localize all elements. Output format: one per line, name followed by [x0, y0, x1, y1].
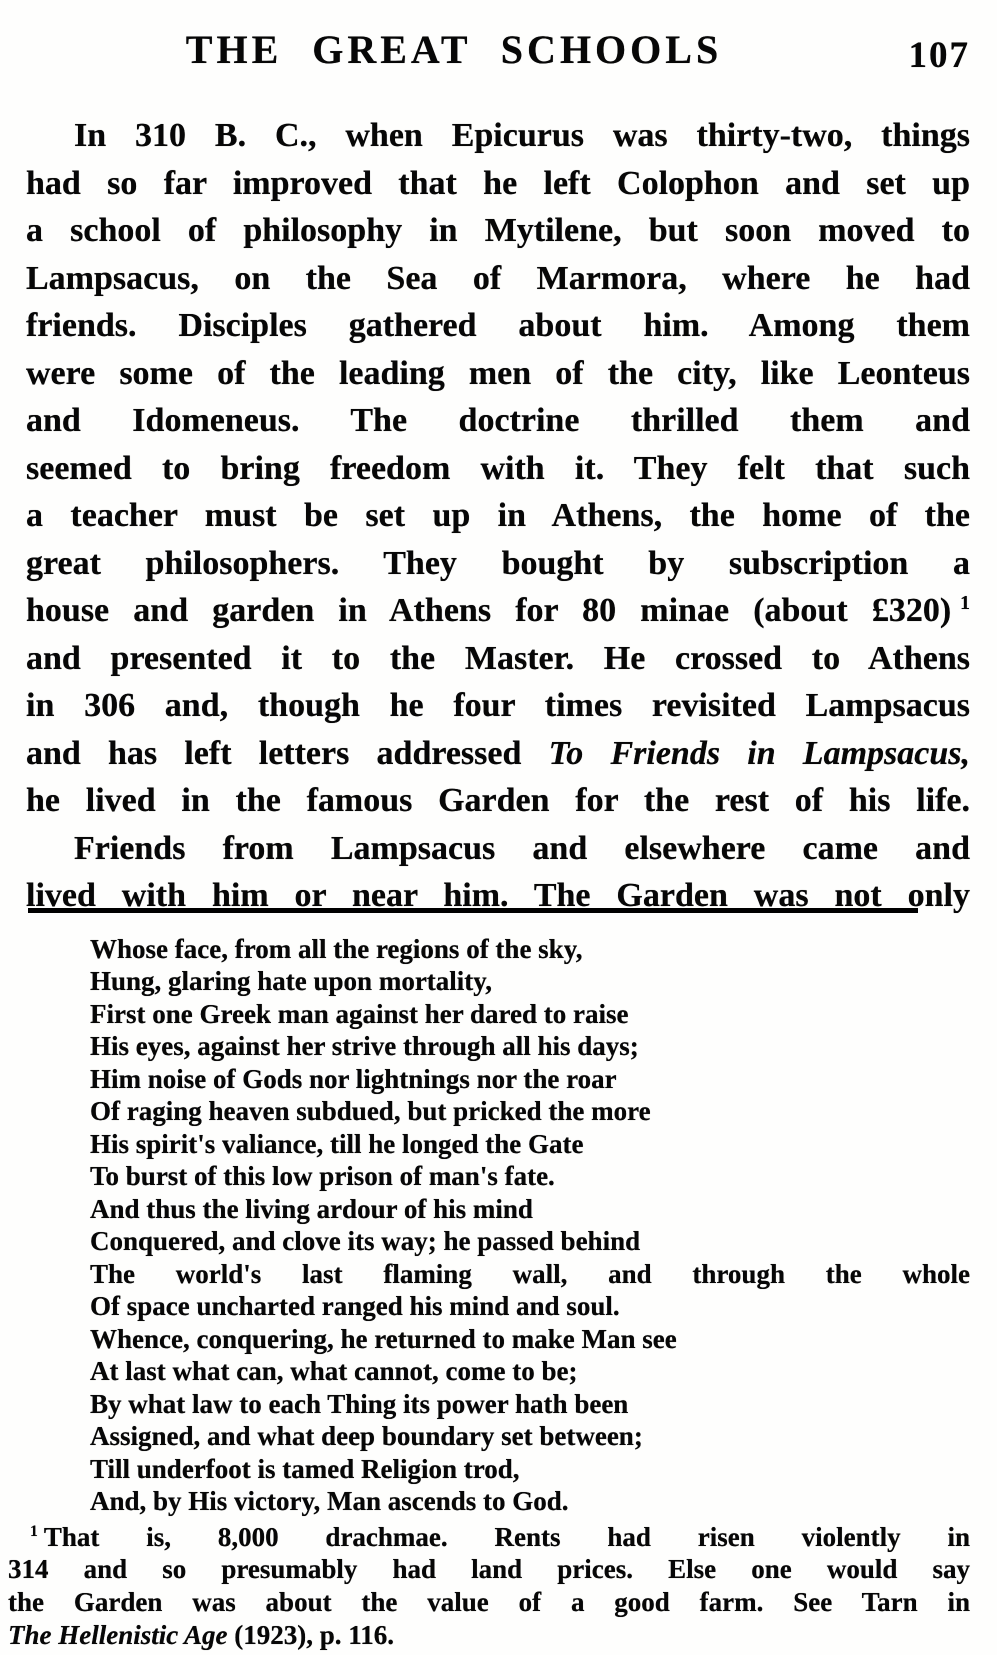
- text-line: he lived in the famous Garden for the rest of his life.: [26, 782, 970, 819]
- paragraph-1: [26, 112, 970, 825]
- text-line: were some of the leading men of the city, like Leonteus: [26, 354, 970, 392]
- poem-line: Assigned, and what deep boundary set between;: [90, 1421, 643, 1451]
- poem-line: Of space uncharted ranged his mind and soul.: [90, 1291, 620, 1321]
- italic-title-segment: To Friends in Lampsacus,: [548, 734, 970, 772]
- text-line-with-footnote-ref: [26, 587, 970, 635]
- footnote: [8, 1521, 970, 1652]
- running-header: [8, 26, 970, 76]
- poem-line: Hung, glaring hate upon mortality,: [90, 966, 493, 996]
- text-line: had so far improved that he left Colophon and set up: [26, 164, 970, 202]
- footnote-marker: 1: [30, 1522, 38, 1540]
- body-text: [8, 112, 970, 920]
- text-segment: (1923), p. 116.: [227, 1619, 394, 1650]
- text-line: great philosophers. They bought by subscription a: [26, 544, 970, 582]
- poem-line: The world's last flaming wall, and through the whole: [90, 1258, 970, 1289]
- text-line: a teacher must be set up in Athens, the home of the: [26, 497, 970, 534]
- text-line: friends. Disciples gathered about him. Among them: [26, 307, 970, 344]
- page-title: THE GREAT SCHOOLS: [185, 27, 723, 72]
- poem-line: Him noise of Gods nor lightnings nor the roar: [90, 1063, 617, 1094]
- poem-line: Whence, conquering, he returned to make Man see: [90, 1323, 677, 1354]
- page-number: 107: [908, 35, 970, 76]
- poem-line: Till underfoot is tamed Religion trod,: [90, 1453, 520, 1484]
- text-line: In 310 B. C., when Epicurus was thirty-two, things: [74, 117, 970, 154]
- text-line: and presented it to the Master. He crossed to Athens: [26, 639, 970, 677]
- footnote-reference-marker: 1: [960, 591, 970, 614]
- text-segment: That is, 8,000 drachmae. Rents had risen violently in: [43, 1521, 970, 1552]
- footnote-line: the Garden was about the value of a good farm. See Tarn in: [8, 1587, 970, 1618]
- text-line: Friends from Lampsacus and elsewhere came and: [74, 829, 970, 867]
- text-line: in 306 and, though he four times revisited Lampsacus: [26, 687, 970, 724]
- poem-line: By what law to each Thing its power hath been: [90, 1388, 629, 1419]
- text-segment: and has left letters addressed: [26, 734, 549, 772]
- poem-line: His spirit's valiance, till he longed the Gate: [90, 1128, 584, 1159]
- italic-book-title: The Hellenistic Age: [8, 1619, 228, 1650]
- text-line: and Idomeneus. The doctrine thrilled them and: [26, 402, 970, 439]
- text-line: seemed to bring freedom with it. They felt that such: [26, 449, 970, 487]
- text-line: lived with him or near him. The Garden was not only: [26, 877, 970, 914]
- poem-line: And, by His victory, Man ascends to God.: [90, 1486, 569, 1516]
- footnote-line: 314 and so presumably had land prices. Else one would say: [8, 1554, 970, 1585]
- text-line-with-italic: [26, 730, 970, 778]
- poem-line: His eyes, against her strive through all his days;: [90, 1031, 639, 1061]
- poem-line: First one Greek man against her dared to raise: [90, 998, 629, 1029]
- poem-line: Conquered, and clove its way; he passed behind: [90, 1226, 641, 1256]
- poem-quotation: [90, 933, 970, 1518]
- poem-line: To burst of this low prison of man's fate.: [90, 1161, 555, 1191]
- poem-line: At last what can, what cannot, come to be;: [90, 1356, 578, 1386]
- poem-line: And thus the living ardour of his mind: [90, 1193, 533, 1224]
- paragraph-2: [26, 825, 970, 920]
- footnote-line-with-italic: [8, 1619, 970, 1652]
- footnote-line: [8, 1521, 970, 1554]
- text-line: a school of philosophy in Mytilene, but soon moved to: [26, 212, 970, 249]
- text-line: Lampsacus, on the Sea of Marmora, where he had: [26, 259, 970, 297]
- text-segment: house and garden in Athens for 80 minae (about £320): [26, 592, 952, 629]
- poem-line: Whose face, from all the regions of the sky,: [90, 933, 583, 964]
- poem-line: Of raging heaven subdued, but pricked the more: [90, 1096, 651, 1126]
